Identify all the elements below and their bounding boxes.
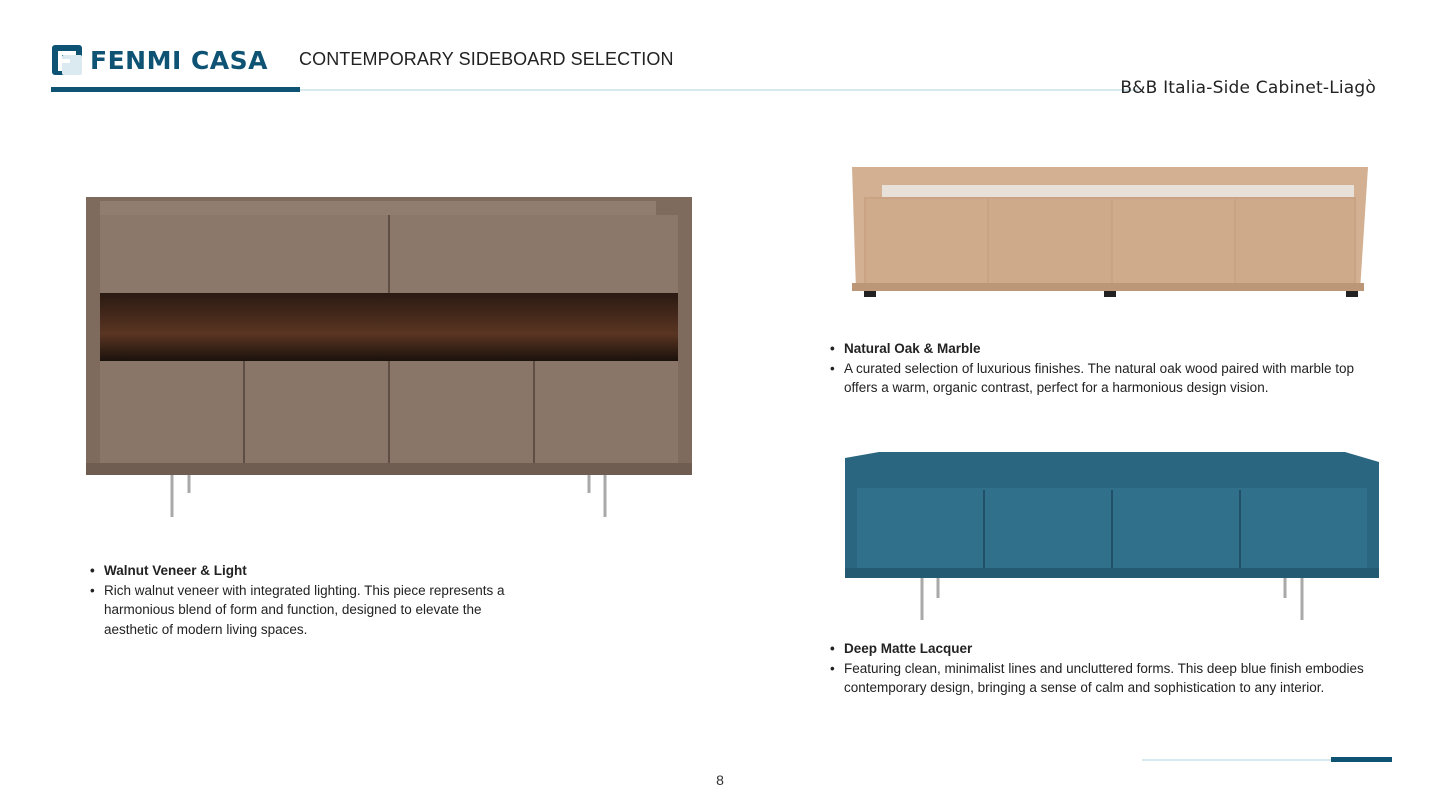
product-title: • Walnut Veneer & Light (90, 561, 520, 581)
product-description: • Rich walnut veneer with integrated lighting. This piece represents a harmonious blend of form and function, designed to elevate the aesthetic of modern living spaces. (90, 581, 520, 640)
walnut-sideboard-image (86, 197, 692, 519)
header-accent-bar (51, 87, 300, 92)
brand-logo (52, 44, 268, 76)
header-divider (300, 89, 1138, 91)
lacquer-caption (830, 639, 1370, 698)
product-description: • Featuring clean, minimalist lines and uncluttered forms. This deep blue finish embodies contemporary design, bringing a sense of calm and sophistication to any interior. (830, 659, 1370, 698)
brand-name: FENMI CASA (90, 45, 269, 75)
page-title: CONTEMPORARY SIDEBOARD SELECTION (299, 49, 674, 69)
logo-mark-icon (52, 45, 82, 75)
lacquer-sideboard-image (845, 452, 1379, 624)
page-number: 8 (716, 772, 724, 788)
oak-caption (830, 339, 1370, 398)
footer-divider (1142, 759, 1331, 761)
product-title: • Natural Oak & Marble (830, 339, 1370, 359)
walnut-caption (90, 561, 520, 639)
product-title: • Deep Matte Lacquer (830, 639, 1370, 659)
page-subtitle: B&B Italia-Side Cabinet-Liagò (1120, 78, 1376, 98)
oak-sideboard-image (852, 163, 1370, 299)
footer-accent-bar (1331, 757, 1392, 762)
product-description: • A curated selection of luxurious finishes. The natural oak wood paired with marble top offers a warm, organic contrast, perfect for a harmonious design vision. (830, 359, 1370, 398)
